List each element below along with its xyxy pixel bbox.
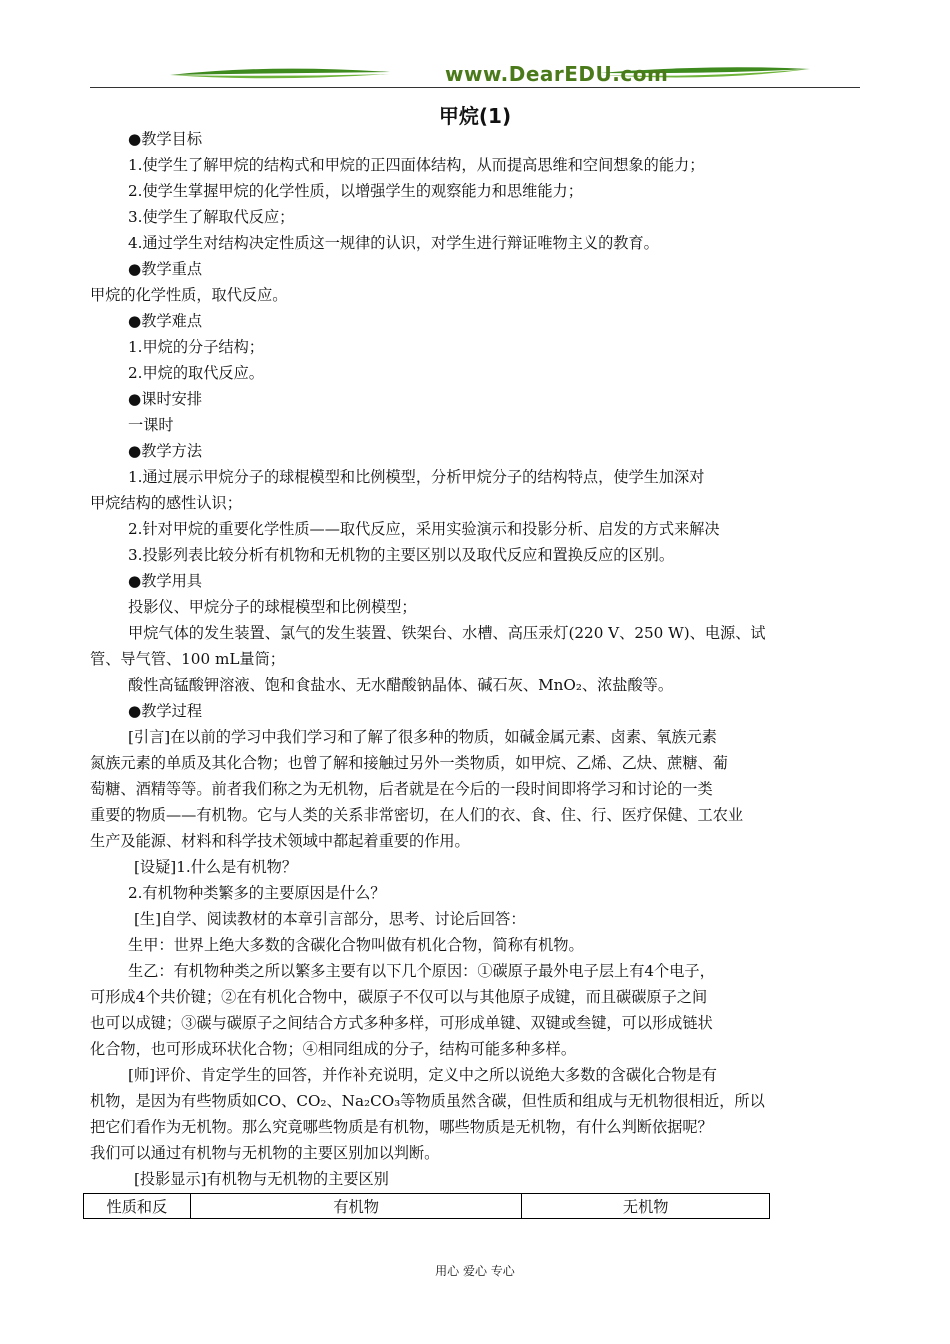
section-heading: ●教学方法: [128, 442, 203, 460]
paragraph-line: 甲烷结构的感性认识；: [90, 494, 242, 512]
site-logo-text: www.DearEDU.com: [445, 62, 669, 86]
table-header-cell: 有机物: [190, 1194, 522, 1219]
page-title: 甲烷(1): [438, 104, 512, 128]
paragraph-line: 甲烷的化学性质，取代反应。: [90, 286, 288, 304]
paragraph-line: 2.甲烷的取代反应。: [128, 364, 264, 382]
paragraph-line: 1.甲烷的分子结构；: [128, 338, 264, 356]
comparison-table: [83, 1193, 770, 1219]
paragraph-line: 萄糖、酒精等等。前者我们称之为无机物，后者就是在今后的一段时间即将学习和讨论的一类: [90, 780, 713, 798]
section-heading: ●教学重点: [128, 260, 203, 278]
paragraph-line: [引言]在以前的学习中我们学习和了解了很多种的物质，如碱金属元素、卤素、氧族元素: [128, 728, 717, 746]
table-header-row: [84, 1194, 770, 1219]
paragraph-line: 生乙：有机物种类之所以繁多主要有以下几个原因：①碳原子最外电子层上有4个电子，: [128, 962, 715, 980]
paragraph-line: 1.通过展示甲烷分子的球棍模型和比例模型，分析甲烷分子的结构特点，使学生加深对: [128, 468, 705, 486]
paragraph-line: 2.有机物种类繁多的主要原因是什么？: [128, 884, 386, 902]
paragraph-line: 3.投影列表比较分析有机物和无机物的主要区别以及取代反应和置换反应的区别。: [128, 546, 675, 564]
paragraph-line: 把它们看作为无机物。那么究竟哪些物质是有机物，哪些物质是无机物，有什么判断依据呢？: [90, 1118, 713, 1136]
paragraph-line: 我们可以通过有机物与无机物的主要区别加以判断。: [90, 1144, 440, 1162]
paragraph-line: [投影显示]有机物与无机物的主要区别: [134, 1170, 389, 1188]
paragraph-line: 生甲：世界上绝大多数的含碳化合物叫做有机化合物，简称有机物。: [128, 936, 584, 954]
section-heading: ●教学用具: [128, 572, 203, 590]
paragraph-line: [师]评价、肯定学生的回答，并作补充说明，定义中之所以说绝大多数的含碳化合物是有: [128, 1066, 717, 1084]
paragraph-line: 机物，是因为有些物质如CO、CO₂、Na₂CO₃等物质虽然含碳，但性质和组成与无机物很相近，所以: [90, 1092, 765, 1110]
section-heading: ●课时安排: [128, 390, 203, 408]
paragraph-line: 酸性高锰酸钾溶液、饱和食盐水、无水醋酸钠晶体、碱石灰、MnO₂、浓盐酸等。: [128, 676, 674, 694]
paragraph-line: 也可以成键；③碳与碳原子之间结合方式多种多样，可形成单键、双键或叁键，可以形成链状: [90, 1014, 713, 1032]
paragraph-line: 2.针对甲烷的重要化学性质——取代反应，采用实验演示和投影分析、启发的方式来解决: [128, 520, 720, 538]
paragraph-line: 1.使学生了解甲烷的结构式和甲烷的正四面体结构，从而提高思维和空间想象的能力；: [128, 156, 705, 174]
paragraph-line: 生产及能源、材料和科学技术领域中都起着重要的作用。: [90, 832, 470, 850]
paragraph-line: 氮族元素的单质及其化合物；也曾了解和接触过另外一类物质，如甲烷、乙烯、乙炔、蔗糖、葡: [90, 754, 728, 772]
paragraph-line: 3.使学生了解取代反应；: [128, 208, 295, 226]
paragraph-line: 投影仪、甲烷分子的球棍模型和比例模型；: [128, 598, 417, 616]
paragraph-line: [设疑]1.什么是有机物？: [134, 858, 298, 876]
paragraph-line: 可形成4个共价键；②在有机化合物中，碳原子不仅可以与其他原子成键，而且碳碳原子之间: [90, 988, 708, 1006]
paragraph-line: 2.使学生掌握甲烷的化学性质，以增强学生的观察能力和思维能力；: [128, 182, 583, 200]
paragraph-line: 甲烷气体的发生装置、氯气的发生装置、铁架台、水槽、高压汞灯(220 V、250 W)、电源、试: [128, 624, 766, 642]
section-heading: ●教学难点: [128, 312, 203, 330]
page-footer: 用心 爱心 专心: [435, 1264, 515, 1278]
section-heading: ●教学目标: [128, 130, 203, 148]
section-heading: ●教学过程: [128, 702, 203, 720]
table-header-cell: 性质和反: [84, 1194, 191, 1219]
paragraph-line: 重要的物质——有机物。它与人类的关系非常密切，在人们的衣、食、住、行、医疗保健、工农业: [90, 806, 744, 824]
paragraph-line: 管、导气管、100 mL量筒；: [90, 650, 285, 668]
paragraph-line: [生]自学、阅读教材的本章引言部分，思考、讨论后回答：: [134, 910, 526, 928]
header-rule: [90, 87, 860, 88]
paragraph-line: 一课时: [128, 416, 174, 434]
paragraph-line: 化合物，也可形成环状化合物；④相同组成的分子，结构可能多种多样。: [90, 1040, 576, 1058]
document-body: [90, 126, 860, 1192]
table-header-cell: 无机物: [522, 1194, 770, 1219]
paragraph-line: 4.通过学生对结构决定性质这一规律的认识，对学生进行辩证唯物主义的教育。: [128, 234, 659, 252]
